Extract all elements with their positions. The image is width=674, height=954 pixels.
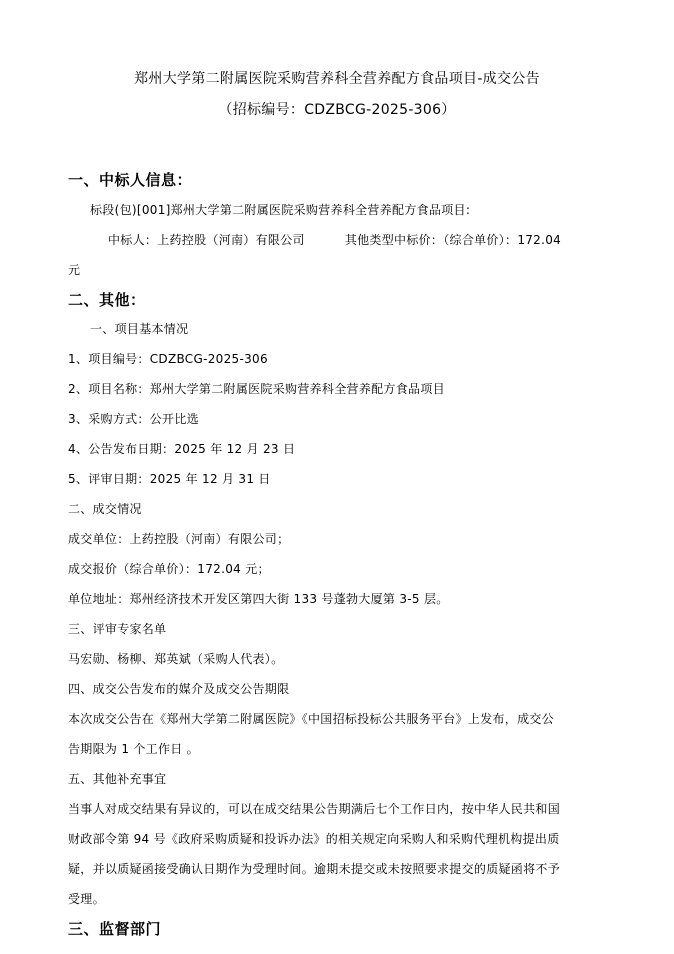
deal-price: 成交报价（综合单价）：172.04 元；	[68, 562, 270, 576]
tender-number: （招标编号：CDZBCG-2025-306）	[218, 102, 456, 118]
list-item: 2、项目名称：郑州大学第二附属医院采购营养科全营养配方食品项目	[68, 382, 445, 396]
basic-info-heading: 一、项目基本情况	[90, 322, 189, 336]
section-heading-other: 二、其他：	[68, 291, 146, 309]
section-heading-winner-info: 一、中标人信息：	[68, 171, 193, 189]
winner-price: 其他类型中标价：（综合单价）：172.04	[344, 233, 562, 247]
supplement-text-line: 财政部令第 94 号《政府采购质疑和投诉办法》的相关规定向采购人和采购代理机构提出质	[68, 832, 560, 846]
media-heading: 四、成交公告发布的媒介及成交公告期限	[68, 682, 290, 696]
document-title: 郑州大学第二附属医院采购营养科全营养配方食品项目-成交公告	[134, 71, 540, 87]
supplement-text-line: 当事人对成交结果有异议的，可以在成交结果公告期满后七个工作日内，按中华人民共和国	[68, 802, 561, 816]
media-text-line: 本次成交公告在《郑州大学第二附属医院》《中国招标投标公共服务平台》上发布，成交公	[68, 712, 555, 726]
list-item: 5、评审日期：2025 年 12 月 31 日	[68, 472, 271, 486]
deal-company: 成交单位：上药控股（河南）有限公司；	[68, 532, 290, 546]
list-item: 3、采购方式：公开比选	[68, 412, 199, 426]
media-text-line: 告期限为 1 个工作日 。	[68, 742, 199, 756]
supplement-text-line: 疑，并以质疑函接受确认日期作为受理时间。逾期未提交或未按照要求提交的质疑函将不予	[68, 862, 561, 876]
winner-name: 中标人：上药控股（河南）有限公司	[108, 233, 305, 247]
section-heading-supervision: 三、监督部门	[68, 920, 162, 938]
lot-line: 标段(包)[001]郑州大学第二附属医院采购营养科全营养配方食品项目:	[90, 203, 471, 217]
winner-price-unit: 元	[68, 263, 81, 277]
deal-address: 单位地址：郑州经济技术开发区第四大街 133 号蓬勃大厦第 3-5 层。	[68, 592, 449, 606]
experts-list: 马宏勋、杨柳、郑英斌（采购人代表）。	[68, 652, 284, 666]
winner-line	[108, 232, 561, 248]
list-item: 1、项目编号：CDZBCG-2025-306	[68, 352, 268, 366]
list-item: 4、公告发布日期：2025 年 12 月 23 日	[68, 442, 296, 456]
supplement-text-line: 受理。	[68, 892, 105, 906]
supplement-heading: 五、其他补充事宜	[68, 772, 167, 786]
experts-heading: 三、评审专家名单	[68, 622, 167, 636]
deal-heading: 二、成交情况	[68, 502, 142, 516]
